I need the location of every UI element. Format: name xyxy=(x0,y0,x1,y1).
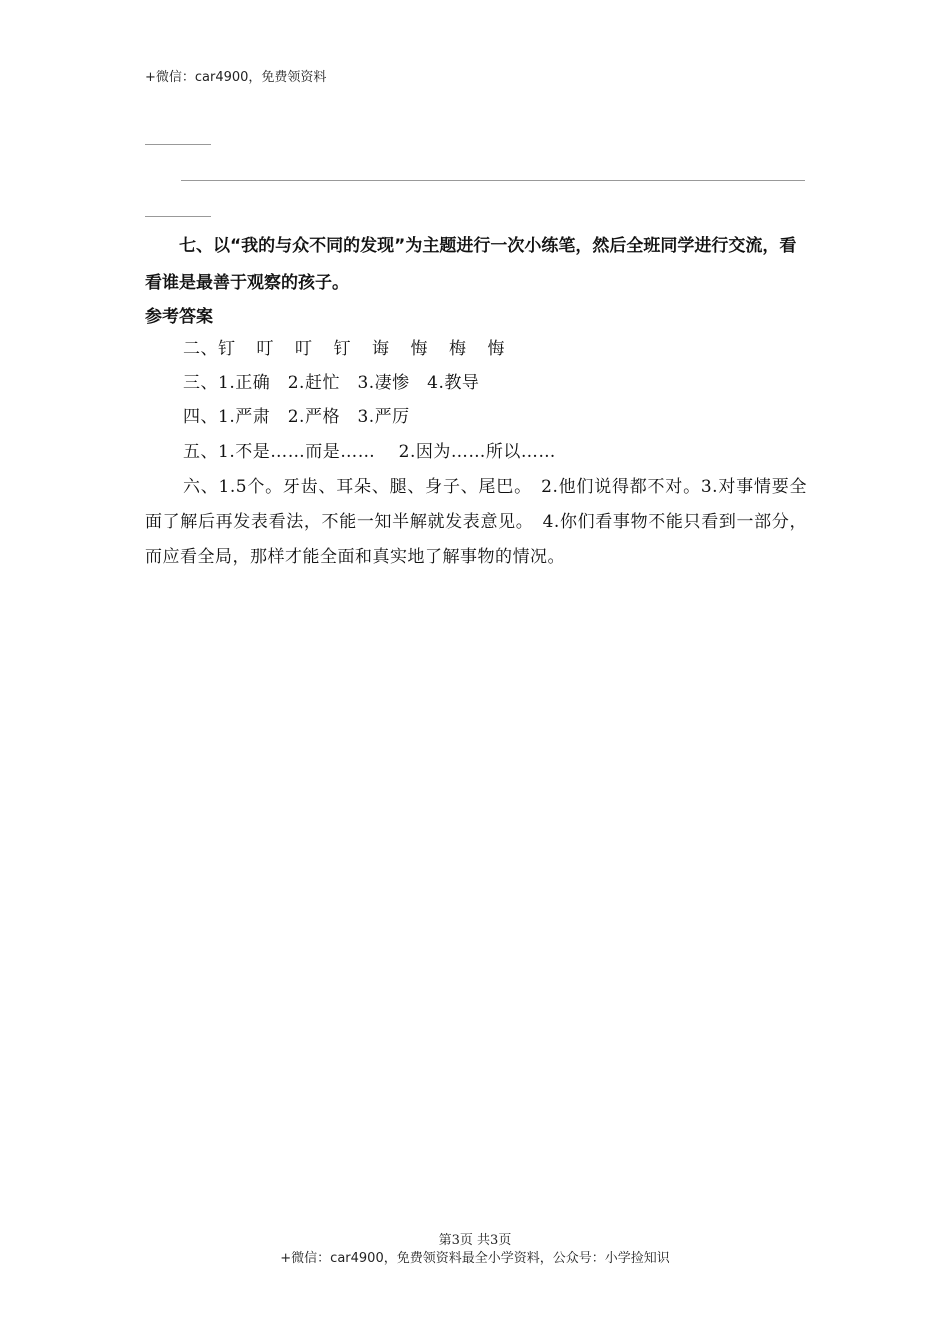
answer-blank-line-1 xyxy=(145,144,211,145)
reference-answers-title: 参考答案 xyxy=(145,307,213,327)
answer-2 xyxy=(145,332,807,367)
answer-2-char: 叮 xyxy=(295,339,313,359)
answer-2-char: 诲 xyxy=(372,339,390,359)
answer-blank-line-2 xyxy=(181,180,805,181)
answer-2-char: 钉 xyxy=(333,339,351,359)
footer-note: +微信：car4900，免费领资料最全小学资料，公众号：小学捡知识 xyxy=(280,1251,670,1266)
answer-6: 六、1.5个。牙齿、耳朵、腿、身子、尾巴。 2.他们说得都不对。3.对事情要全面了解后再发表看法，不能一知半解就发表意见。 4.你们看事物不能只看到一部分，而应看全局，那样才能全面和真实地了解事物的情况。 xyxy=(145,477,807,567)
page-number: 第3页 共3页 xyxy=(438,1233,512,1248)
answer-3: 三、1.正确 2.赶忙 3.凄惨 4.教导 xyxy=(183,373,480,393)
answer-2-char: 钉 xyxy=(218,339,236,359)
question-7: 七、以“我的与众不同的发现”为主题进行一次小练笔，然后全班同学进行交流，看看谁是最善于观察的孩子。 xyxy=(145,236,797,293)
answer-2-char: 叮 xyxy=(256,339,274,359)
header-note: +微信：car4900，免费领资料 xyxy=(145,70,327,85)
answer-2-char: 悔 xyxy=(410,339,428,359)
answer-5: 五、1.不是……而是…… 2.因为……所以…… xyxy=(183,442,556,462)
answer-2-char: 悔 xyxy=(487,339,505,359)
answer-blank-line-3 xyxy=(145,216,211,217)
answer-4: 四、1.严肃 2.严格 3.严厉 xyxy=(183,407,410,427)
answer-2-prefix: 二、 xyxy=(183,339,218,359)
answer-2-char: 梅 xyxy=(449,339,467,359)
